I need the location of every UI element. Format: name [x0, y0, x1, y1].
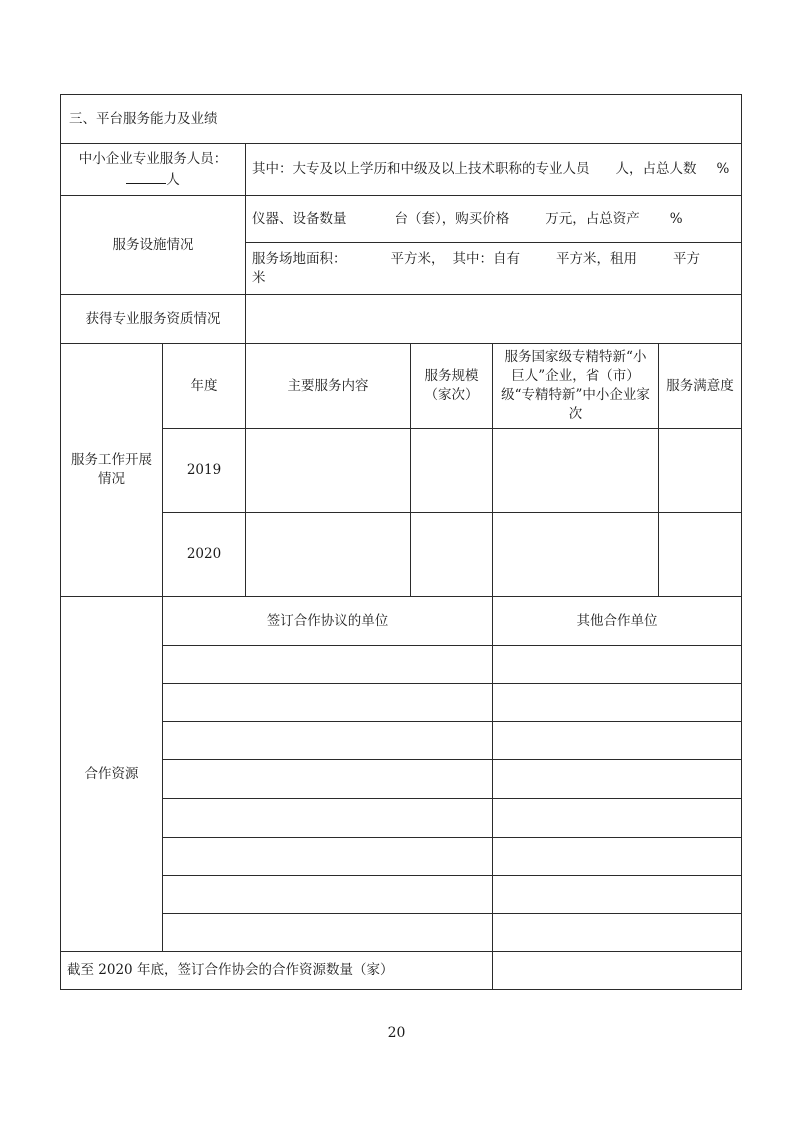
staff-unit: 人 — [166, 171, 180, 188]
cooperation-total-value[interactable] — [493, 952, 742, 990]
scale-cell[interactable] — [411, 429, 493, 513]
scale-cell[interactable] — [411, 513, 493, 597]
facilities-equipment-row — [61, 196, 742, 243]
area-prefix: 服务场地面积： — [252, 250, 347, 267]
staff-detail-cell[interactable] — [246, 144, 742, 196]
staff-row — [61, 144, 742, 196]
cooperation-row — [61, 838, 742, 876]
signed-unit-cell[interactable] — [163, 799, 493, 838]
facilities-label: 服务设施情况 — [61, 196, 246, 295]
staff-detail-percent: % — [716, 161, 730, 177]
satisfaction-cell[interactable] — [659, 429, 742, 513]
other-unit-cell[interactable] — [493, 914, 742, 952]
sme-cell[interactable] — [493, 429, 659, 513]
cooperation-row — [61, 876, 742, 914]
signed-unit-cell[interactable] — [163, 914, 493, 952]
header-signed: 签订合作协议的单位 — [163, 597, 493, 646]
header-content: 主要服务内容 — [246, 344, 411, 429]
cooperation-label: 合作资源 — [61, 597, 163, 952]
service-work-row-2019 — [61, 429, 742, 513]
staff-count-blank[interactable] — [126, 169, 166, 184]
equipment-percent: % — [669, 210, 683, 227]
equipment-cell[interactable] — [246, 196, 742, 243]
area-rented-unit: 平方 — [673, 250, 700, 267]
sme-cell[interactable] — [493, 513, 659, 597]
signed-unit-cell[interactable] — [163, 838, 493, 876]
other-unit-cell[interactable] — [493, 799, 742, 838]
qualification-value[interactable] — [246, 295, 742, 344]
area-unit: 平方米， — [390, 250, 445, 267]
area-owned-unit: 平方米，租用 — [556, 250, 637, 267]
other-unit-cell[interactable] — [493, 684, 742, 722]
page-number: 20 — [387, 1025, 406, 1041]
area-rented-unit-wrap: 米 — [252, 269, 266, 286]
cooperation-header-row — [61, 597, 742, 646]
header-satisfaction: 服务满意度 — [659, 344, 742, 429]
signed-unit-cell[interactable] — [163, 646, 493, 684]
cooperation-row — [61, 722, 742, 760]
platform-service-form-table — [60, 94, 742, 990]
equipment-unit: 台（套），购买价格 — [394, 210, 510, 227]
service-work-row-2020 — [61, 513, 742, 597]
other-unit-cell[interactable] — [493, 876, 742, 914]
staff-label: 中小企业专业服务人员： — [78, 150, 228, 167]
other-unit-cell[interactable] — [493, 722, 742, 760]
equipment-price-unit: 万元，占总资产 — [545, 210, 640, 227]
other-unit-cell[interactable] — [493, 646, 742, 684]
signed-unit-cell[interactable] — [163, 722, 493, 760]
section-title: 三、平台服务能力及业绩 — [61, 95, 742, 144]
equipment-prefix: 仪器、设备数量 — [252, 210, 347, 227]
header-sme: 服务国家级专精特新“小巨人”企业，省（市）级“专精特新”中小企业家次 — [493, 344, 659, 429]
signed-unit-cell[interactable] — [163, 876, 493, 914]
cooperation-row — [61, 799, 742, 838]
cooperation-row — [61, 646, 742, 684]
staff-label-cell — [61, 144, 246, 196]
header-year: 年度 — [163, 344, 246, 429]
qualification-label: 获得专业服务资质情况 — [61, 295, 246, 344]
staff-detail-unit: 人，占总人数 — [615, 161, 697, 177]
cooperation-row — [61, 760, 742, 799]
service-work-label: 服务工作开展情况 — [61, 344, 163, 597]
service-work-header-row — [61, 344, 742, 429]
signed-unit-cell[interactable] — [163, 760, 493, 799]
staff-detail-prefix: 其中：大专及以上学历和中级及以上技术职称的专业人员 — [252, 161, 590, 177]
header-scale: 服务规模（家次） — [411, 344, 493, 429]
area-cell[interactable] — [246, 243, 742, 295]
section-title-row — [61, 95, 742, 144]
cooperation-row — [61, 684, 742, 722]
content-cell[interactable] — [246, 513, 411, 597]
area-owned: 其中：自有 — [452, 250, 520, 267]
content-cell[interactable] — [246, 429, 411, 513]
other-unit-cell[interactable] — [493, 838, 742, 876]
cooperation-total-row — [61, 952, 742, 990]
satisfaction-cell[interactable] — [659, 513, 742, 597]
header-other: 其他合作单位 — [493, 597, 742, 646]
year-cell: 2019 — [163, 429, 246, 513]
other-unit-cell[interactable] — [493, 760, 742, 799]
cooperation-row — [61, 914, 742, 952]
qualification-row — [61, 295, 742, 344]
signed-unit-cell[interactable] — [163, 684, 493, 722]
staff-count-field[interactable] — [67, 169, 239, 190]
cooperation-total-label: 截至 2020 年底，签订合作协会的合作资源数量（家） — [61, 952, 493, 990]
year-cell: 2020 — [163, 513, 246, 597]
